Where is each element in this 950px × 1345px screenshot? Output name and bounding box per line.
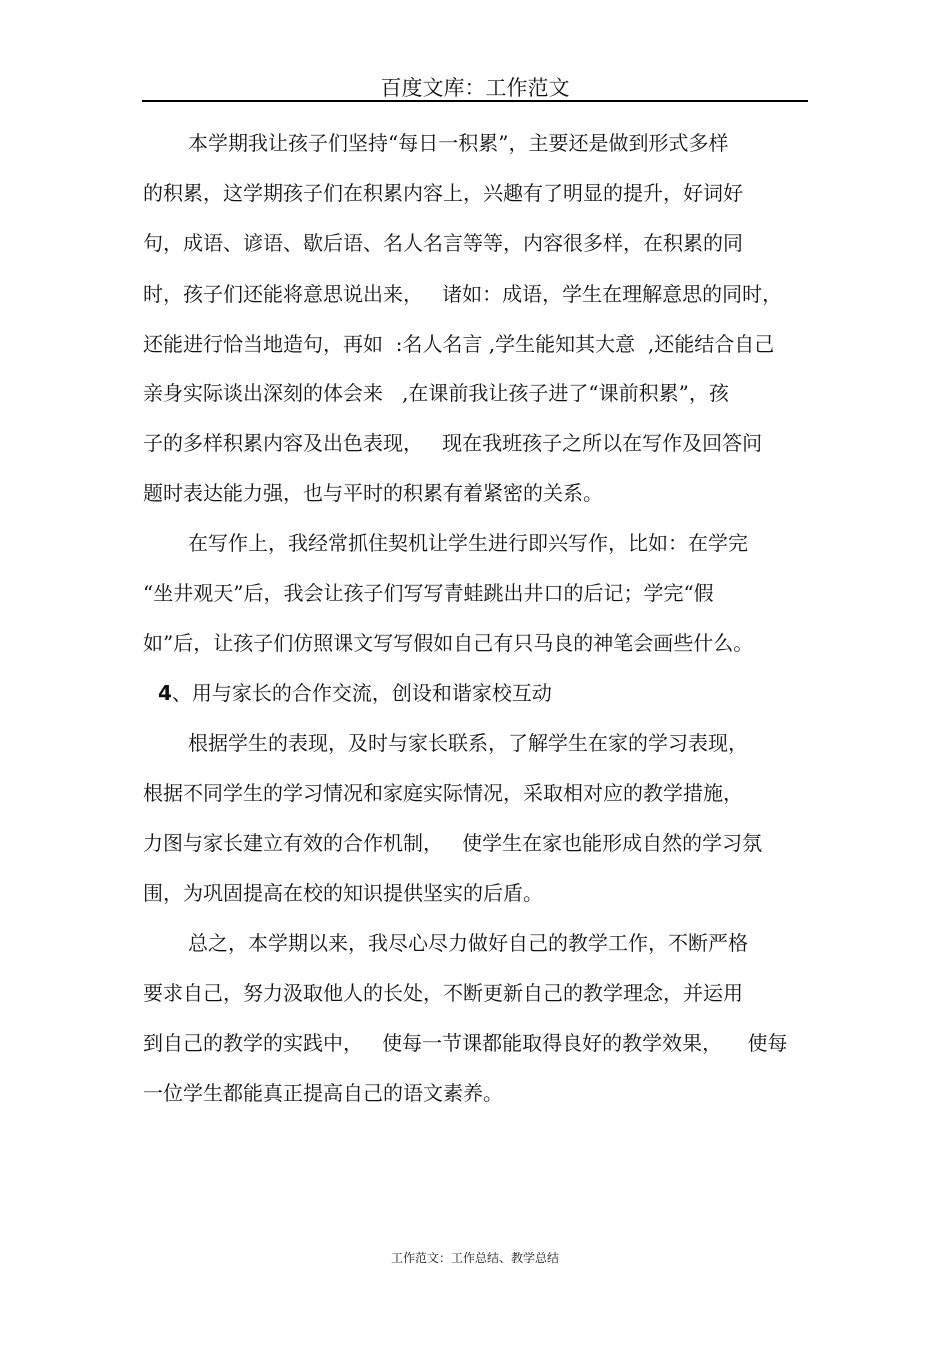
paragraph-line: 围，为巩固提高在校的知识提供坚实的后盾。 <box>143 881 543 905</box>
page-footer: 工作范文：工作总结、教学总结 <box>390 1251 559 1265</box>
section-number: 4 <box>158 681 172 705</box>
paragraph-line: 一位学生都能真正提高自己的语文素养。 <box>143 1081 503 1105</box>
paragraph-line: 在写作上，我经常抓住契机让学生进行即兴写作，比如：在学完 <box>188 531 748 555</box>
paragraph-line: 句，成语、谚语、歇后语、名人名言等等，内容很多样，在积累的同 <box>143 231 743 255</box>
paragraph-line: 到自己的教学的实践中， 使每一节课都能取得良好的教学效果， 使每 <box>143 1031 788 1055</box>
paragraph-line: 总之，本学期以来，我尽心尽力做好自己的教学工作，不断严格 <box>188 931 748 955</box>
page-header-title: 百度文库：工作范文 <box>380 76 570 100</box>
paragraph-line: 时，孩子们还能将意思说出来， 诸如：成语，学生在理解意思的同时， <box>143 282 783 306</box>
section-heading <box>158 680 552 706</box>
paragraph-line: 根据不同学生的学习情况和家庭实际情况，采取相对应的教学措施， <box>143 781 743 805</box>
paragraph-line: 根据学生的表现，及时与家长联系，了解学生在家的学习表现， <box>188 731 748 755</box>
header-divider <box>142 100 808 102</box>
paragraph-line: 如”后，让孩子们仿照课文写写假如自己有只马良的神笔会画些什么。 <box>143 631 754 655</box>
paragraph-line: 子的多样积累内容及出色表现， 现在我班孩子之所以在写作及回答问 <box>143 431 763 455</box>
paragraph-line: 本学期我让孩子们坚持“每日一积累”，主要还是做到形式多样 <box>188 131 729 155</box>
paragraph-line: 题时表达能力强，也与平时的积累有着紧密的关系。 <box>143 481 603 505</box>
paragraph-line: 力图与家长建立有效的合作机制， 使学生在家也能形成自然的学习氛 <box>143 831 763 855</box>
paragraph-line: 要求自己，努力汲取他人的长处，不断更新自己的教学理念，并运用 <box>143 981 743 1005</box>
paragraph-line: “坐井观天”后，我会让孩子们写写青蛙跳出井口的后记；学完“假 <box>143 581 714 605</box>
paragraph-line: 还能进行恰当地造句，再如 :名人名言 ,学生能知其大意 ,还能结合自己 <box>143 332 775 356</box>
paragraph-line: 的积累，这学期孩子们在积累内容上，兴趣有了明显的提升，好词好 <box>143 181 743 205</box>
section-title: 、用与家长的合作交流，创设和谐家校互动 <box>171 681 552 705</box>
paragraph-line: 亲身实际谈出深刻的体会来 ,在课前我让孩子进了“课前积累”，孩 <box>143 381 729 405</box>
